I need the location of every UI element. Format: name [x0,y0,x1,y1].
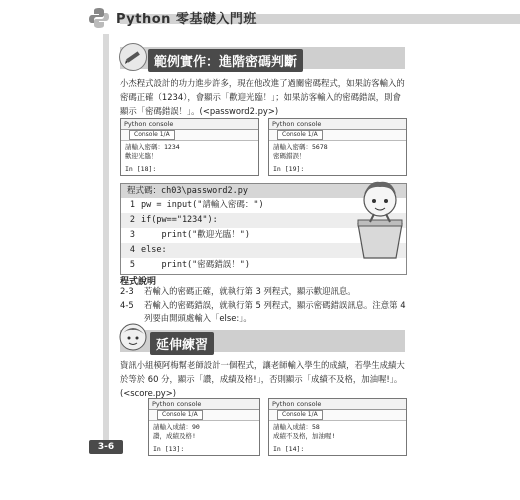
console-line: 請輸入密碼：1234 [125,143,180,151]
console-window [268,398,407,456]
console-tab[interactable]: Console 1/A [269,410,406,421]
console-line: 密碼錯誤！ [273,152,306,160]
console-line: 請輸入成績：58 [273,423,320,431]
page-number: 3-6 [89,440,123,454]
line-ref: 4-5 [120,300,134,310]
console-line: 請輸入密碼：5678 [273,143,328,151]
console-title: Python console [121,119,258,130]
section2-paragraph: 資訊小組模阿梅幫老師設計一個程式，讓老師輸入學生的成績，若學生成績大於等於 60 分，顯示「讚，成績及格!」，否則顯示「成績不及格，加油喔!」。(<score.py>) [120,360,405,398]
code-line: 5 print("密碼錯誤！") [129,260,251,270]
code-line: 4 else: [121,243,406,258]
book-title: Python 零基礎入門班 [116,12,257,27]
console-title: Python console [269,399,406,410]
console-window [120,118,259,176]
console-tab[interactable]: Console 1/A [269,130,406,141]
console-line: 讚，成績及格! [153,432,196,440]
console-line: 歡迎光臨！ [125,152,158,160]
explanation-text: 若輸入的密碼正確，就執行第 3 列程式，顯示歡迎訊息。 [144,286,356,296]
explanation-title: 程式說明 [120,277,157,287]
console-window [148,398,260,456]
console-prompt: In [19]: [273,165,305,173]
console-prompt: In [14]: [273,445,305,453]
console-line: 成績不及格，加油喔! [273,432,336,440]
console-prompt: In [13]: [153,445,185,453]
console-tab[interactable]: Console 1/A [149,410,259,421]
code-line: 1 pw = input("請輸入密碼：") [129,200,264,210]
section1-paragraph: 小杰程式設計的功力進步許多，現在他改進了過關密碼程式，如果訪客輸入的密碼正確（1234），會顯示「歡迎光臨！」；如果訪客輸入的密碼錯誤，則會顯示「密碼錯誤！」。(<password2.py>) [120,78,405,116]
left-rail [103,34,109,454]
console-line: 請輸入成績：90 [153,423,200,431]
line-ref: 2-3 [120,286,134,296]
explanation-text: 若輸入的密碼錯誤，就執行第 5 列程式，顯示密碼錯誤訊息。注意第 4 列要由開頭處輸入「else:」。 [144,300,406,323]
page-header [0,0,520,34]
python-logo-icon [88,7,110,29]
student-mascot-icon [118,322,148,352]
explanation-row [120,285,410,298]
explanation-row [120,299,410,325]
section1-title: 範例實作：進階密碼判斷 [148,49,303,72]
code-header: 程式碼：ch03\password2.py [121,184,406,198]
console-title: Python console [269,119,406,130]
code-line: 3 print("歡迎光臨！") [129,230,251,240]
console-title: Python console [149,399,259,410]
section2-title: 延伸練習 [150,332,214,355]
pencil-icon [119,43,147,71]
console-prompt: In [18]: [125,165,157,173]
cartoon-character-illustration [340,172,420,262]
console-tab[interactable]: Console 1/A [121,130,258,141]
console-window [268,118,407,176]
code-line: 2 if(pw=="1234"): [121,213,406,228]
